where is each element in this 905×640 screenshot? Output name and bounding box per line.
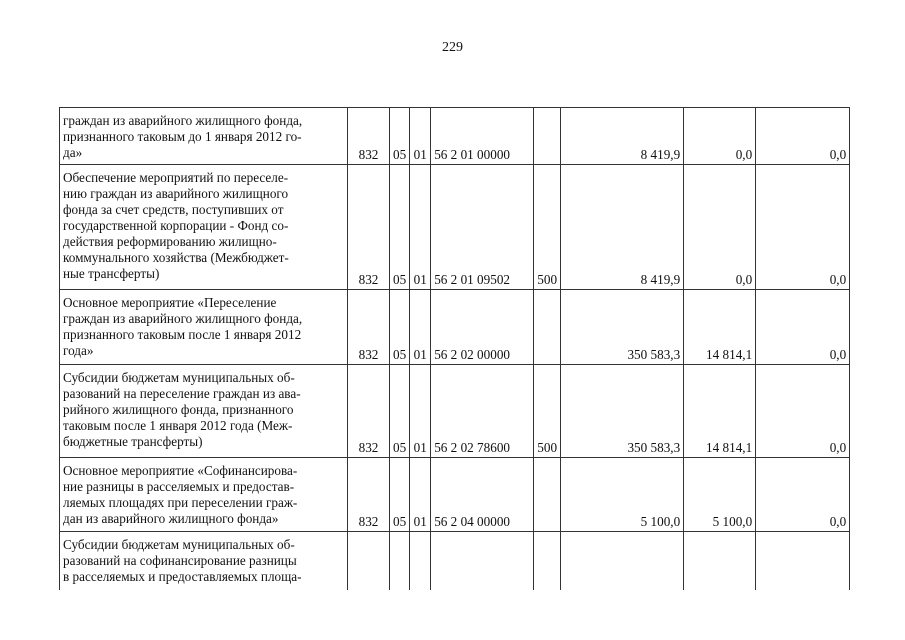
expense-type-code: 500 — [534, 365, 561, 458]
amount-year-2: 0,0 — [684, 108, 756, 165]
item-name-line: дан из аварийного жилищного фонда» — [63, 511, 279, 526]
item-name-line: Субсидии бюджетам муниципальных об- — [63, 537, 295, 552]
subsection-code: 01 — [410, 458, 431, 532]
item-name-line: разований на софинансирование разницы — [63, 553, 297, 568]
amount-year-2: 5 100,0 — [684, 458, 756, 532]
item-name-line: рийного жилищного фонда, признанного — [63, 402, 294, 417]
section-code: 05 — [390, 165, 410, 290]
subsection-code: 01 — [410, 108, 431, 165]
item-name-line: признанного таковым до 1 января 2012 го- — [63, 129, 302, 144]
amount-year-1: 8 419,9 — [561, 165, 684, 290]
item-name-line: ляемых площадях при переселении граж- — [63, 495, 298, 510]
section-code: 05 — [390, 458, 410, 532]
item-name-line: ные трансферты) — [63, 266, 160, 281]
amount-year-1: 350 583,3 — [561, 290, 684, 365]
page-number: 229 — [442, 40, 463, 55]
section-code: 05 — [390, 365, 410, 458]
target-article-code — [431, 532, 534, 590]
table-row — [60, 165, 850, 290]
target-article-code: 56 2 04 00000 — [431, 458, 534, 532]
amount-year-1 — [561, 532, 684, 590]
expense-type-code — [534, 532, 561, 590]
item-name — [60, 108, 348, 165]
item-name-line: Обеспечение мероприятий по переселе- — [63, 170, 289, 185]
budget-table — [59, 107, 850, 590]
table-row — [60, 532, 850, 590]
item-name — [60, 165, 348, 290]
amount-year-1: 8 419,9 — [561, 108, 684, 165]
target-article-code: 56 2 02 78600 — [431, 365, 534, 458]
amount-year-2 — [684, 532, 756, 590]
admin-code: 832 — [348, 458, 390, 532]
item-name-line: действия реформированию жилищно- — [63, 234, 277, 249]
subsection-code — [410, 532, 431, 590]
admin-code — [348, 532, 390, 590]
admin-code: 832 — [348, 165, 390, 290]
expense-type-code — [534, 458, 561, 532]
item-name-line: коммунального хозяйства (Межбюджет- — [63, 250, 289, 265]
amount-year-3 — [756, 532, 850, 590]
target-article-code: 56 2 02 00000 — [431, 290, 534, 365]
item-name-line: ние разницы в расселяемых и предостав- — [63, 479, 295, 494]
item-name — [60, 532, 348, 590]
item-name-line: граждан из аварийного жилищного фонда, — [63, 113, 303, 128]
item-name — [60, 458, 348, 532]
admin-code: 832 — [348, 290, 390, 365]
amount-year-2: 14 814,1 — [684, 365, 756, 458]
item-name-line: Основное мероприятие «Переселение — [63, 295, 277, 310]
admin-code: 832 — [348, 365, 390, 458]
item-name-line: таковым после 1 января 2012 года (Меж- — [63, 418, 293, 433]
amount-year-3: 0,0 — [756, 290, 850, 365]
item-name-line: в расселяемых и предоставляемых площа- — [63, 569, 302, 584]
target-article-code: 56 2 01 09502 — [431, 165, 534, 290]
item-name-line: граждан из аварийного жилищного фонда, — [63, 311, 303, 326]
amount-year-3: 0,0 — [756, 165, 850, 290]
table-row — [60, 458, 850, 532]
admin-code: 832 — [348, 108, 390, 165]
amount-year-3: 0,0 — [756, 108, 850, 165]
amount-year-2: 0,0 — [684, 165, 756, 290]
subsection-code: 01 — [410, 365, 431, 458]
table-row — [60, 108, 850, 165]
amount-year-2: 14 814,1 — [684, 290, 756, 365]
table-row — [60, 290, 850, 365]
subsection-code: 01 — [410, 290, 431, 365]
item-name-line: года» — [63, 343, 94, 358]
item-name-line: разований на переселение граждан из ава- — [63, 386, 301, 401]
expense-type-code — [534, 108, 561, 165]
item-name — [60, 290, 348, 365]
table-row — [60, 365, 850, 458]
item-name-line: бюджетные трансферты) — [63, 434, 203, 449]
item-name-line: фонда за счет средств, поступивших от — [63, 202, 284, 217]
item-name-line: да» — [63, 145, 83, 160]
amount-year-3: 0,0 — [756, 458, 850, 532]
item-name-line: нию граждан из аварийного жилищного — [63, 186, 289, 201]
section-code: 05 — [390, 290, 410, 365]
item-name-line: Субсидии бюджетам муниципальных об- — [63, 370, 295, 385]
target-article-code: 56 2 01 00000 — [431, 108, 534, 165]
item-name-line: Основное мероприятие «Софинансирова- — [63, 463, 298, 478]
item-name-line: государственной корпорации - Фонд со- — [63, 218, 289, 233]
expense-type-code: 500 — [534, 165, 561, 290]
subsection-code: 01 — [410, 165, 431, 290]
amount-year-1: 350 583,3 — [561, 365, 684, 458]
amount-year-1: 5 100,0 — [561, 458, 684, 532]
amount-year-3: 0,0 — [756, 365, 850, 458]
section-code: 05 — [390, 108, 410, 165]
item-name-line: признанного таковым после 1 января 2012 — [63, 327, 302, 342]
item-name — [60, 365, 348, 458]
section-code — [390, 532, 410, 590]
expense-type-code — [534, 290, 561, 365]
table-body — [60, 108, 850, 590]
